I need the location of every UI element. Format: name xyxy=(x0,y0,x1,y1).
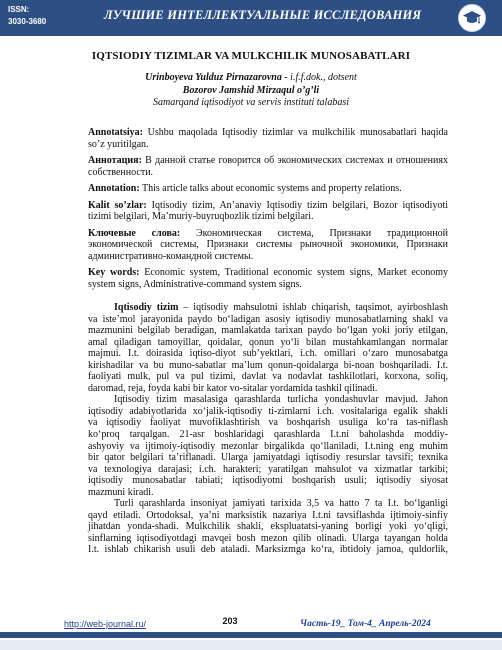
body-paragraph-3 xyxy=(88,498,448,556)
keywords-en xyxy=(88,267,448,290)
body-line: faoliyati mulk, pul va pul tizimi, davlat va nodavlat tashkilotlari, korxona, soliq, xyxy=(88,371,448,383)
body-line: sinflarning iqtisodiyotdagi mavqei bosh mezon qilib olinadi. Ularga tayangan holda xyxy=(88,532,448,544)
body-line: bir qator belgilari ta’riflanadi. Ularga jamiyatdagi iqtisodiy resurslar tavsifi; texnika xyxy=(88,452,448,464)
author-1 xyxy=(0,72,502,85)
keywords-uz-text: Iqtisodiy tizim, An’anaviy Iqtisodiy tizim belgilari, Bozor iqtisodiyoti tizimi belgilari, Ma’muriy-buyruqbozlik tizimi belgilari. xyxy=(88,199,448,222)
journal-title: ЛУЧШИЕ ИНТЕЛЛЕКТУАЛЬНЫЕ ИССЛЕДОВАНИЯ xyxy=(104,8,422,22)
keywords-ru-text: Экономическая система, Признаки традиционной экономической системы, Признаки системы рыночной экономики, Признаки административно-командной системы. xyxy=(88,227,448,262)
abstract-uz-text: Ushbu maqolada Iqtisodiy tizimlar va mulkchilik munosabatlari haqida so’z yuritilgan. xyxy=(88,127,448,150)
body-line: va texnologiya darajasi; i.ch. harakteri; yaratilgan mahsulot va xizmatlar tarkibi; xyxy=(88,463,448,475)
abstract-section xyxy=(88,127,448,295)
body-line: daromad, reja, foyda kabi bir kator vo-sitalar yordamida tashkil qilinadi. xyxy=(88,382,378,394)
author-2: Bozorov Jamshid Mirzaqul o’g’li xyxy=(182,84,320,96)
issue-info: Часть-19_ Том-4_ Апрель-2024 xyxy=(300,619,431,629)
body-line: mazmuni kiradi. xyxy=(88,486,154,498)
body-line: Turli qarashlarda insoniyat jamiyati tarixida 3,5 va hatto 7 ta I.t. bo‘lganligi xyxy=(114,498,448,510)
keywords-ru-label: Ключевые слова: xyxy=(88,227,181,239)
body-line: mazmunini belgilab beradigan, mamlakatda tarixan paydo bo‘lgan yoki joriy etilgan, xyxy=(88,325,448,337)
affiliation: Samarqand iqtisodiyot va servis instituti talabasi xyxy=(152,97,350,108)
body-line: majmui. I.t. doirasida iqtiso-diyot sub’yektlari, i.ch. omillari o‘zaro munosabatga xyxy=(88,348,448,360)
body-line: iqtisodiy munosabatlar tabiati; iqtisodiyotni boshqarish usuli; iqtisodiy siyosat xyxy=(88,475,448,487)
footer-band xyxy=(0,640,502,650)
body-line: jihatdan yonda-shadi. Mulkchilik shakli, ekspluatatsi-yaning borligi yoki yo‘qligi, xyxy=(88,521,448,533)
author-1-name: Urinboyeva Yulduz Pirnazarovna - xyxy=(145,72,291,83)
author-block xyxy=(0,72,502,110)
journal-banner xyxy=(0,0,502,36)
body-line: Iqtisodiy tizim – iqtisodiy mahsulotni ishlab chiqarish, taqsimot, ayirboshlash xyxy=(114,302,449,313)
body-line: I.t. ishlab chikarish usuli deb ataladi. Marksizmga ko‘ra, ibtidoiy jamoa, quldorlik, xyxy=(88,544,448,556)
author-1-degree: i.f.f.dok., dotsent xyxy=(290,72,357,83)
article-title: IQTSIODIY TIZIMLAR VA MULKCHILIK MUNOSABATLARI xyxy=(91,50,411,62)
body-line: iqtisodiy adabiyotlarida xo‘jalik-iqtisodiy ti-zimlarni i.ch. vositalariga egalik shakli xyxy=(88,405,448,417)
abstract-en-label: Annotation: xyxy=(88,183,140,194)
body-paragraph-1 xyxy=(88,302,448,394)
article-body xyxy=(88,302,448,556)
abstract-ru xyxy=(88,155,448,178)
body-line: Iqtisodiy tizim masalasiga qarashlarda turlicha yondashuvlar mavjud. Jahon xyxy=(114,394,448,406)
body-line: ashyoviy va ijtimoiy-iqtisodiy mezonlar birgalikda qo‘llaniladi, I.t.ning eng muhim xyxy=(88,440,448,452)
body-line: va iste’mol jarayonida paydo bo‘ladigan asosiy iqtisodiy munosabatlarning shakl va xyxy=(88,313,448,325)
keywords-ru xyxy=(88,228,448,263)
keywords-uz xyxy=(88,200,448,223)
term-lead: Iqtisodiy tizim xyxy=(114,302,179,313)
issn-block xyxy=(8,4,46,28)
body-line: kirishadilar va bu muno-sabatlar ma’lum qonun-qoidalarga bi-noan boshqariladi. I.t. xyxy=(88,359,448,371)
body-line: qayd etiladi. Ortodoksal, ya’ni marksistik nazariya I.t.ni tavsiflashda ijtimoiy-sinfiy xyxy=(88,509,448,521)
footer-rule xyxy=(0,632,502,638)
abstract-ru-label: Аннотация: xyxy=(88,155,142,166)
page-footer xyxy=(0,612,502,650)
body-paragraph-2 xyxy=(88,394,448,498)
keywords-en-text: Economic system, Traditional economic system signs, Market economy system signs, Administrative-command system signs. xyxy=(88,267,448,290)
body-line: ko‘proq tarqalgan. 21-asr boshlaridagi qarashlarda I.t.ni baholashda moddiy- xyxy=(88,429,448,441)
abstract-uz xyxy=(88,127,448,150)
body-line: va iqtisodiy faoliyat muvofiklashtirish va boshqarish usuliga ko‘ra tas-niflash xyxy=(88,417,448,429)
keywords-uz-label: Kalit so’zlar: xyxy=(88,199,147,211)
journal-url-link[interactable]: http://web-journal.ru/ xyxy=(64,619,147,629)
issn-label: ISSN: xyxy=(8,5,30,14)
abstract-ru-text: В данной статье говорится об экономических системах и отношениях собственности. xyxy=(88,155,448,178)
keywords-en-label: Key words: xyxy=(88,267,140,278)
abstract-uz-label: Annotatsiya: xyxy=(88,127,144,138)
body-line: amal qiladigan tamoyillar, qoidalar, qonun yo‘li bilan mustahkamlangan normalar xyxy=(88,336,448,348)
graduation-cap-icon xyxy=(458,4,486,32)
page-number: 203 xyxy=(222,616,238,626)
issn-number: 3030-3680 xyxy=(8,17,47,26)
abstract-en-text: This article talks about economic systems and property relations. xyxy=(139,183,402,194)
abstract-en xyxy=(88,183,448,195)
